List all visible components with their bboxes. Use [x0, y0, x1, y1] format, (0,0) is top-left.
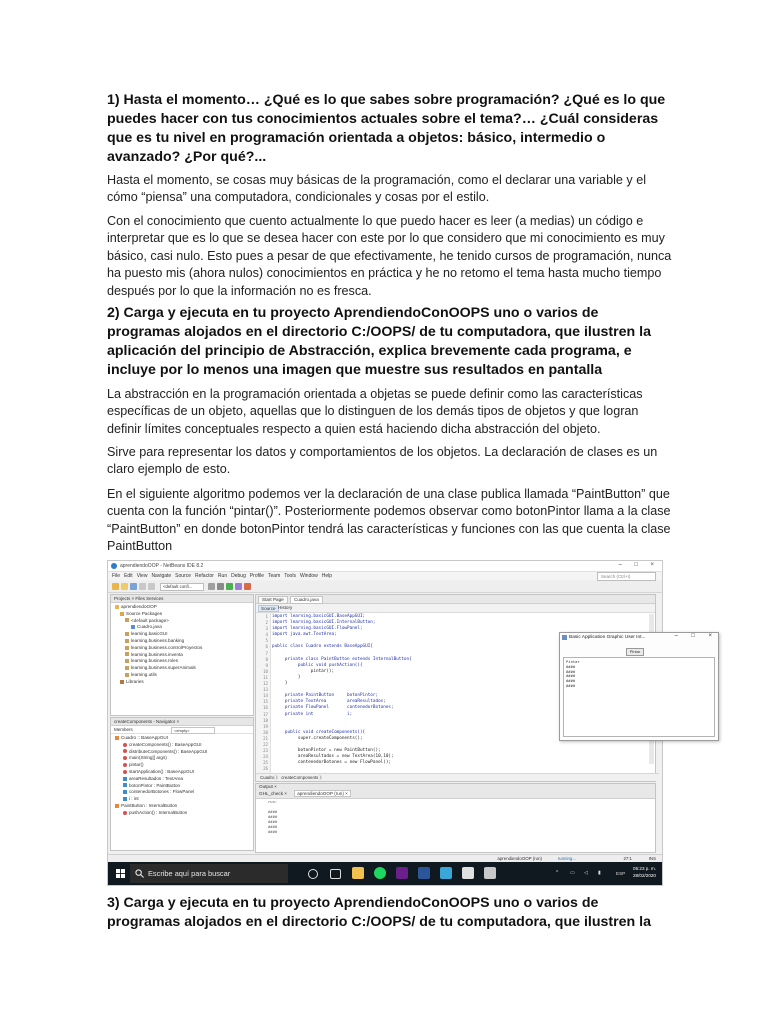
menu-item-navigate[interactable]: Navigate: [151, 573, 172, 579]
code-line: public class Cuadro extends BaseAppGUI{: [272, 644, 373, 650]
method-icon: [123, 811, 127, 815]
tab-ghl-check[interactable]: GHL_check ×: [259, 791, 287, 796]
tree-item[interactable]: areaResultados : TextArea: [115, 776, 253, 783]
line-number: 13: [263, 687, 268, 693]
line-number: 15: [263, 699, 268, 705]
menu-item-window[interactable]: Window: [299, 573, 318, 579]
app-window: [559, 632, 719, 741]
question-1-heading: 1) Hasta el momento… ¿Qué es lo que sabes sobre programación? ¿Qué es lo que puedes hacer con tus conocimientos actuales sobre el tema?… ¿Cuál consideras que es tu nivel en programación orientada a objetos: básico, intermedio o avanzado? ¿Por qué?...: [107, 92, 666, 165]
debug-icon[interactable]: [235, 583, 242, 590]
app-maximize-icon[interactable]: □: [691, 633, 695, 639]
output-console[interactable]: run: #### #### #### #### ####: [268, 799, 278, 834]
line-number: 20: [263, 729, 268, 735]
undo-icon[interactable]: [139, 583, 146, 590]
tree-item[interactable]: learning.utils: [115, 672, 253, 679]
code-line: }: [272, 681, 288, 687]
ide-toolbar: [108, 581, 662, 593]
field-icon: [123, 797, 127, 801]
search-icon: [135, 869, 144, 878]
config-select[interactable]: <default confi...: [160, 583, 204, 591]
line-number: 24: [263, 754, 268, 760]
code-line: import learning.basicGUI.FlowPanel;: [272, 626, 363, 632]
tree-item[interactable]: learning.business.inventa: [115, 652, 253, 659]
java-app-icon: [562, 635, 567, 640]
package-icon: [125, 639, 129, 643]
line-number: 18: [263, 717, 268, 723]
package-icon: [125, 666, 129, 670]
field-icon: [123, 783, 127, 787]
answer-2-paragraph-1: La abstracción en la programación orientada a objetas se puede definir como las características específicas de un objeto, aquellas que lo distinguen de los demás tipos de objetos y que logran definir límites conceptuales respecto a quien está haciendo dicha abstracción del objeto.: [107, 387, 643, 436]
navigator-tree: [111, 734, 253, 817]
menu-item-edit[interactable]: Edit: [124, 573, 133, 579]
line-number: 5: [265, 638, 268, 644]
line-number: 7: [265, 650, 268, 656]
method-icon: [123, 763, 127, 767]
tree-item[interactable]: botonPintor : PaintButton: [115, 783, 253, 790]
output-tabs: [256, 784, 655, 799]
code-line: public void pushAction(){: [272, 662, 363, 668]
tree-item[interactable]: startApplication() : BaseAppGUI: [115, 769, 253, 776]
tab-source[interactable]: Source: [258, 605, 279, 612]
code-line: super.createComponents();: [272, 735, 363, 741]
open-project-icon[interactable]: [121, 583, 128, 590]
menu-item-file[interactable]: File: [112, 573, 121, 579]
redo-icon[interactable]: [148, 583, 155, 590]
language-indicator[interactable]: ESP: [616, 871, 626, 876]
tree-item[interactable]: learning.business.roles: [115, 658, 253, 665]
code-line: import java.awt.TextArea;: [272, 632, 337, 638]
minimize-icon[interactable]: –: [618, 562, 622, 568]
answer-1-paragraph-1: Hasta el momento, se cosas muy básicas de la programación, como el declarar una variable y el cómo “piensa” una computadora, condicionales y cosas por el estilo.: [107, 173, 646, 205]
line-number: 8: [265, 656, 268, 662]
network-icon[interactable]: ▭: [570, 870, 575, 876]
code-line: private PaintButton botonPintor;: [272, 693, 379, 699]
new-project-icon[interactable]: [112, 583, 119, 590]
project-icon: [115, 605, 119, 609]
menu-item-source[interactable]: Source: [175, 573, 192, 579]
pintar-button[interactable]: Pintar: [626, 648, 644, 656]
status-state: running...: [557, 856, 576, 861]
tree-item[interactable]: pushAction() : InternalButton: [115, 810, 253, 817]
app-output-area[interactable]: Pintar #### #### #### #### ####: [563, 657, 715, 737]
taskbar-search-text: Escribe aquí para buscar: [148, 869, 231, 878]
profile-icon[interactable]: [244, 583, 251, 590]
answer-1-paragraph-2: Con el conocimiento que cuento actualmente lo que puedo hacer es leer (a medias) un código e interpretar que es lo que se desea hacer con este por lo que considero que mi conocimiento es muy básico, casi nulo. Esto pues a pesar de que efectivamente, he tenido cursos de programación, nunca ha puesto mis (ahora nulos) conocimientos en práctica y he no retomo el tema hasta mucho tiempo después por lo que la información no es fresca.: [107, 214, 672, 298]
navigator-panel: [110, 717, 254, 851]
tree-item[interactable]: learning.business.controlProyectos: [115, 645, 253, 652]
menu-item-team[interactable]: Team: [268, 573, 281, 579]
line-number: 25: [263, 760, 268, 766]
status-running-task[interactable]: aprendiendoOOP (run): [497, 856, 542, 861]
method-icon: [123, 756, 127, 760]
taskbar-search-box[interactable]: [130, 864, 288, 883]
menu-item-refactor[interactable]: Refactor: [195, 573, 214, 579]
line-number-gutter: [256, 613, 271, 773]
windows-taskbar: [108, 862, 662, 885]
tree-item[interactable]: distributeComponents() : BaseAppGUI: [115, 749, 253, 756]
menu-item-view[interactable]: View: [136, 573, 148, 579]
taskbar-clock[interactable]: 05:23 p. m. 28/02/2020: [633, 866, 656, 878]
tab-output[interactable]: Output ×: [259, 784, 277, 789]
code-line: pintar();: [272, 668, 335, 674]
java-file-icon: [131, 625, 135, 629]
menu-item-debug[interactable]: Debug: [231, 573, 246, 579]
tree-item[interactable]: Cuadro.java: [115, 624, 253, 631]
line-number: 4: [265, 632, 268, 638]
netbeans-screenshot: [107, 560, 712, 886]
store-icon[interactable]: [440, 867, 452, 879]
tree-item[interactable]: i : int: [115, 796, 253, 803]
line-number: 2: [265, 620, 268, 626]
file-explorer-icon[interactable]: [352, 867, 364, 879]
field-icon: [123, 790, 127, 794]
code-line: import learning.basicGUI.BaseAppGUI;: [272, 614, 366, 619]
code-line: botonPintor = new PaintButton();: [272, 748, 381, 754]
tree-item[interactable]: learning.business.banking: [115, 638, 253, 645]
line-number: 17: [263, 711, 268, 717]
line-number: 10: [263, 668, 268, 674]
tree-item[interactable]: Libraries: [115, 679, 253, 686]
line-number: 12: [263, 681, 268, 687]
editor-tabs: [256, 595, 655, 604]
menu-item-tools[interactable]: Tools: [284, 573, 296, 579]
class-icon: [115, 736, 119, 740]
project-tree: [111, 603, 253, 686]
ide-menu-bar: [108, 572, 662, 580]
netbeans-logo-icon: [111, 563, 117, 569]
package-icon: [125, 618, 129, 622]
tree-item[interactable]: PaintButton : InternalButton: [115, 803, 253, 810]
line-number: 1: [265, 614, 268, 619]
line-number: 6: [265, 644, 268, 650]
tab-cuadro-java[interactable]: Cuadro.java: [290, 596, 323, 604]
navigator-members-label: Members: [114, 727, 133, 732]
package-icon: [125, 632, 129, 636]
app-minimize-icon[interactable]: –: [674, 633, 678, 639]
tree-item[interactable]: learning.business.superAnimals: [115, 665, 253, 672]
netbeans-task-icon[interactable]: [462, 867, 474, 879]
code-line: areaResultados = new TextArea(10,10);: [272, 754, 394, 760]
editor-breadcrumb[interactable]: Cuadro 》 createComponents 》: [256, 773, 659, 781]
code-line: import learning.basicGUI.InternalButton;: [272, 620, 376, 626]
code-line: private int i;: [272, 711, 353, 717]
code-line: private FlowPanel contenedorBotones;: [272, 705, 394, 711]
line-number: 26: [263, 766, 268, 772]
navigator-title[interactable]: createComponents - Navigator ×: [111, 718, 253, 726]
package-icon: [125, 659, 129, 663]
line-number: 21: [263, 735, 268, 741]
tab-history[interactable]: History: [278, 605, 293, 610]
tree-item[interactable]: pintar(): [115, 762, 253, 769]
folder-icon: [120, 612, 124, 616]
output-panel: [255, 783, 656, 853]
field-icon: [123, 777, 127, 781]
libraries-icon: [120, 680, 124, 684]
ide-status-bar: [108, 854, 662, 862]
navigator-filter-select[interactable]: <empty>: [171, 727, 215, 734]
ide-search-input[interactable]: Search (Ctrl+I): [597, 572, 656, 581]
package-icon: [125, 652, 129, 656]
status-position: 27:1: [623, 856, 632, 861]
app-close-icon[interactable]: ×: [708, 633, 712, 639]
app-window-title: Basic Application Graphic User Int...: [569, 635, 646, 640]
maximize-icon[interactable]: □: [634, 562, 638, 568]
java-task-icon[interactable]: [484, 867, 496, 879]
close-icon[interactable]: ×: [650, 562, 654, 568]
line-number: 23: [263, 748, 268, 754]
battery-icon[interactable]: ▮: [598, 870, 601, 876]
tree-item[interactable]: learning.basicGUI: [115, 631, 253, 638]
package-icon: [125, 673, 129, 677]
question-2-heading: 2) Carga y ejecuta en tu proyecto AprendiendoConOOPS uno o varios de programas alojados en el directorio C:/OOPS/ de tu computadora, que ilustren la aplicación del principio de Abstracción, explica brevemente cada programa, e incluye por lo menos una imagen que muestre sus resultados en pantalla: [107, 305, 651, 378]
cortana-icon[interactable]: [308, 869, 318, 879]
projects-panel: [110, 594, 254, 716]
tab-run-output[interactable]: aprendiendoOOP (run) ×: [294, 790, 351, 797]
line-number: 22: [263, 741, 268, 747]
line-number: 19: [263, 723, 268, 729]
code-line: contenedorBotones = new FlowPanel();: [272, 760, 391, 766]
save-all-icon[interactable]: [130, 583, 137, 590]
menu-item-profile[interactable]: Profile: [249, 573, 265, 579]
code-line: }: [272, 674, 301, 680]
method-icon: [123, 749, 127, 753]
menu-item-run[interactable]: Run: [217, 573, 228, 579]
spotify-icon[interactable]: [374, 867, 386, 879]
package-icon: [125, 646, 129, 650]
tray-chevron-icon[interactable]: ^: [556, 870, 559, 876]
code-line: public void createComponents(){: [272, 729, 366, 735]
build-icon[interactable]: [208, 583, 215, 590]
clean-build-icon[interactable]: [217, 583, 224, 590]
menu-item-help[interactable]: Help: [321, 573, 333, 579]
line-number: 9: [265, 662, 268, 668]
word-icon[interactable]: [418, 867, 430, 879]
onenote-icon[interactable]: [396, 867, 408, 879]
windows-start-icon[interactable]: [116, 869, 125, 878]
tree-item[interactable]: aprendiendoOOP: [115, 604, 253, 611]
ide-title-bar: [108, 561, 662, 572]
tab-start-page[interactable]: Start Page: [258, 596, 288, 604]
code-line: private TextArea areaResultados;: [272, 699, 386, 705]
tree-item[interactable]: <default package>: [115, 618, 253, 625]
tree-item[interactable]: contenedorBotones : FlowPanel: [115, 789, 253, 796]
method-icon: [123, 743, 127, 747]
tree-item[interactable]: createComponents() : BaseAppGUI: [115, 742, 253, 749]
tree-item[interactable]: Source Packages: [115, 611, 253, 618]
projects-tabs[interactable]: Projects × Files Services: [111, 595, 253, 603]
line-number: 14: [263, 693, 268, 699]
line-number: 3: [265, 626, 268, 632]
editor-toolbar: [256, 604, 655, 613]
code-area[interactable]: [272, 614, 412, 772]
volume-icon[interactable]: ◁: [584, 870, 588, 876]
run-icon[interactable]: [226, 583, 233, 590]
line-number: 16: [263, 705, 268, 711]
answer-2-paragraph-2: Sirve para representar los datos y comportamientos de los objetos. La declaración de clases es un claro ejemplo de esto.: [107, 445, 658, 477]
tree-item[interactable]: Cuadro :: BaseAppGUI: [115, 735, 253, 742]
status-mode: INS: [648, 856, 656, 861]
question-3-heading: 3) Carga y ejecuta en tu proyecto AprendiendoConOOPS uno o varios de programas alojados en el directorio C:/OOPS/ de tu computadora, que ilustren la: [107, 895, 651, 930]
class-icon: [115, 804, 119, 808]
ide-window-title: aprendiendoOOP - NetBeans IDE 8.2: [120, 563, 204, 569]
code-line: private class PaintButton extends InternalButton{: [272, 656, 412, 662]
task-view-icon[interactable]: [330, 869, 341, 879]
line-number: 11: [263, 674, 268, 680]
answer-2-paragraph-3: En el siguiente algoritmo podemos ver la declaración de una clase publica llamada “PaintButton” que cuenta con la función “pintar()”. Posteriormente podemos observar como botonPintor llama a la clase “PaintButton” en donde botonPintor tendrá las características y funciones con las que cuenta la clase PaintButton: [107, 487, 671, 554]
method-icon: [123, 770, 127, 774]
code-line: [272, 766, 412, 772]
tree-item[interactable]: main(String[] args): [115, 755, 253, 762]
